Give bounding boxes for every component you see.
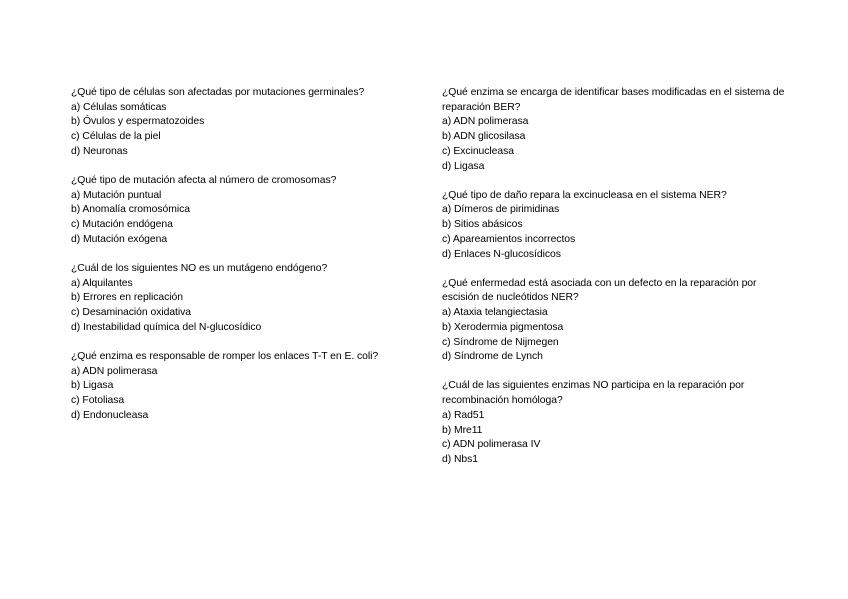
question-text: ¿Cuál de los siguientes NO es un mutágeno endógeno? — [71, 263, 328, 275]
question-text: ¿Qué tipo de mutación afecta al número de cromosomas? — [71, 175, 337, 187]
answer-option: b) Anomalía cromosómica — [71, 204, 190, 216]
question-block — [71, 86, 421, 160]
right-column — [442, 86, 787, 482]
answer-option: d) Inestabilidad química del N-glucosídico — [71, 321, 262, 333]
question-text: ¿Qué enfermedad está asociada con un defecto en la reparación por escisión de nucleótidos NER? — [442, 277, 757, 304]
answer-option: a) Células somáticas — [71, 101, 167, 113]
answer-option: c) Síndrome de Nijmegen — [442, 336, 559, 348]
answer-option: d) Nbs1 — [442, 453, 479, 465]
answer-option: a) Dímeros de pirimidinas — [442, 204, 560, 216]
question-text: ¿Qué tipo de células son afectadas por mutaciones germinales? — [71, 87, 365, 98]
answer-option: d) Ligasa — [442, 160, 485, 172]
answer-option: c) Excinucleasa — [442, 145, 515, 157]
question-block — [442, 189, 787, 263]
answer-option: a) ADN polimerasa — [71, 365, 158, 377]
answer-option: b) Mre11 — [442, 424, 483, 436]
answer-option: d) Endonucleasa — [71, 409, 149, 421]
question-block — [442, 86, 787, 174]
answer-option: a) Alquilantes — [71, 277, 133, 289]
question-text: ¿Cuál de las siguientes enzimas NO participa en la reparación por recombinación homóloga? — [442, 380, 745, 407]
question-block — [71, 262, 421, 336]
answer-option: a) Ataxia telangiectasia — [442, 307, 548, 319]
question-block — [442, 379, 787, 467]
question-text: ¿Qué enzima es responsable de romper los enlaces T-T en E. coli? — [71, 351, 379, 363]
answer-option: d) Mutación exógena — [71, 233, 168, 245]
question-block — [71, 174, 421, 248]
answer-option: c) Células de la piel — [71, 131, 161, 143]
answer-option: c) ADN polimerasa IV — [442, 439, 541, 451]
answer-option: c) Desaminación oxidativa — [71, 307, 192, 319]
answer-option: d) Neuronas — [71, 145, 128, 157]
answer-option: a) ADN polimerasa — [442, 116, 529, 128]
question-text: ¿Qué enzima se encarga de identificar bases modificadas en el sistema de reparación BER? — [442, 87, 785, 113]
answer-option: a) Mutación puntual — [71, 189, 162, 201]
answer-option: b) Ligasa — [71, 380, 114, 392]
answer-option: b) Sitios abásicos — [442, 219, 523, 231]
answer-option: b) Errores en replicación — [71, 292, 183, 304]
answer-option: d) Enlaces N-glucosídicos — [442, 248, 561, 260]
answer-option: d) Síndrome de Lynch — [442, 351, 543, 363]
answer-option: c) Fotoliasa — [71, 395, 125, 407]
answer-option: c) Apareamientos incorrectos — [442, 233, 576, 245]
question-text: ¿Qué tipo de daño repara la excinucleasa en el sistema NER? — [442, 189, 727, 201]
left-column — [71, 86, 421, 438]
answer-option: b) Óvulos y espermatozoides — [71, 116, 205, 128]
answer-option: c) Mutación endógena — [71, 219, 173, 231]
answer-option: a) Rad51 — [442, 409, 485, 421]
answer-option: b) ADN glicosilasa — [442, 131, 526, 143]
question-block — [442, 277, 787, 365]
answer-option: b) Xerodermia pigmentosa — [442, 321, 564, 333]
question-block — [71, 350, 421, 424]
